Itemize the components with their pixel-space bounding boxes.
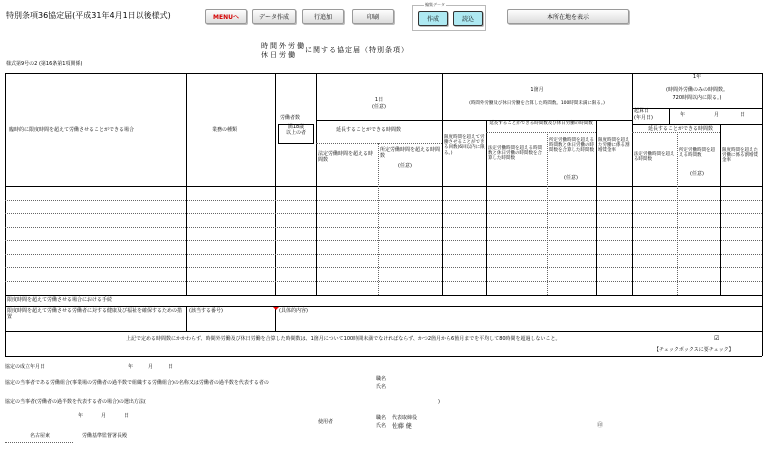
year-header: 1年 — [692, 74, 702, 80]
submit-month: 月 — [101, 413, 107, 419]
sub-line — [486, 132, 596, 133]
title-overtime: 時間外労働 — [261, 42, 306, 50]
year-start: 起算日 — [634, 108, 650, 114]
day-exceed-legal: 法定労働時間を超える時間数 — [318, 151, 374, 163]
edit-data-group-label: 編集データ — [425, 2, 445, 7]
row-line — [5, 267, 762, 268]
day-extendable: 延長することができる時間数 — [336, 127, 402, 133]
submit-year: 年 — [78, 413, 84, 419]
data-create-button[interactable]: データ作成 — [252, 9, 296, 24]
day-header: 1日 — [374, 97, 384, 103]
health-label: 限度時間を超えて労働させる労働者に対する健康及び福祉を確保するための措置 — [7, 308, 183, 320]
show-location-button[interactable]: 本所在地を表示 — [507, 9, 629, 24]
month-optional: (任意) — [564, 175, 578, 181]
col-reason-header: 臨時的に限度時間を超えて労働させることができる場合 — [9, 127, 135, 133]
health-bottom-border — [5, 331, 762, 332]
table-left-border — [5, 73, 6, 356]
submit-day: 日 — [124, 413, 130, 419]
year-optional: (任意) — [690, 171, 704, 177]
row-line — [5, 213, 762, 214]
sub-line — [632, 124, 762, 125]
month-count: 限度時間を超えて労働させることができる回数(6回以内に限る。) — [444, 135, 485, 156]
office-head: 労働基準監督署長殿 — [82, 433, 128, 439]
workers-sub1: 満18歳 — [287, 124, 305, 130]
agreement-date-label: 協定の成立年月日 — [5, 364, 46, 370]
checkbox-hint: 【チェックボックスに要チェック】 — [654, 347, 734, 353]
sub-divider — [720, 124, 721, 295]
year-start-year[interactable]: 年 — [680, 112, 686, 118]
union-line: 協定の当事者である労働組合(事業場の労働者の過半数で組織する労働組合)の名称又は労働者の過半数を代表する者の — [5, 380, 269, 386]
title-main: に関する協定届（特別条項） — [305, 46, 409, 54]
col-divider — [186, 73, 187, 295]
year-start-day[interactable]: 日 — [740, 112, 746, 118]
col-divider — [632, 73, 633, 295]
sub-divider — [486, 120, 487, 295]
sub-divider — [596, 120, 597, 295]
employer-name-label: 氏名 — [376, 423, 387, 429]
table-top-border — [5, 73, 762, 74]
form-number: 様式第9号の2 (第16条第1項関係) — [6, 61, 83, 67]
day-exceed-fixed: 所定労働時間を超える時間数 — [380, 147, 441, 159]
body-bottom-border — [5, 295, 762, 296]
row-line — [5, 281, 762, 282]
employer-name: 佐藤 健 — [392, 423, 412, 430]
month-fixed-sum: 所定労働時間を超える時間数と休日労働の時間数を合算した時間数 — [549, 138, 594, 154]
agreement-checkbox[interactable]: ☑ — [714, 335, 720, 342]
addressee-prefix: 名古屋東 — [30, 433, 51, 439]
applicable-number: (該当する番号) — [189, 308, 223, 314]
sub-divider — [378, 143, 379, 295]
col-work-type-header: 業務の種類 — [212, 127, 238, 133]
agreement-year: 年 — [128, 364, 134, 370]
add-row-button[interactable]: 行追加 — [302, 9, 344, 24]
year-start-month[interactable]: 月 — [714, 112, 720, 118]
col-divider — [442, 73, 443, 295]
employer-title: 代表取締役 — [392, 415, 418, 421]
rep-selection-label: 協定の当事者(労働者の過半数を代表する者の場合)の選出方法( — [5, 399, 146, 405]
create-button[interactable]: 作成 — [418, 11, 448, 26]
year-note1: (時間外労働のみの時間数。 — [666, 87, 728, 93]
month-note: (時間外労働及び休日労働を合算した時間数。100時間未満に限る。) — [469, 101, 605, 106]
row-line — [5, 254, 762, 255]
specific-content: (具体的内容) — [279, 308, 308, 314]
table-bottom-border — [5, 356, 762, 357]
header-bottom-border — [5, 186, 762, 187]
union-name-label: 氏名 — [376, 384, 387, 390]
sheet-title: 特別条項36協定届(平成31年4月1日以後様式) — [6, 11, 171, 20]
menu-button[interactable]: MENUへ — [205, 9, 247, 24]
year-wage-rate: 限度時間を超えた労働に係る割増賃金率 — [722, 148, 758, 164]
rep-selection-close: ) — [438, 399, 440, 405]
employer-title-label: 職名 — [376, 415, 387, 421]
print-button[interactable]: 印刷 — [352, 9, 394, 24]
seal-mark: ㊞ — [597, 422, 604, 429]
row-line — [5, 227, 762, 228]
day-optional: (任意) — [398, 163, 412, 169]
addressee-underline — [5, 442, 73, 443]
col-workers-header: 労働者数 — [280, 115, 301, 121]
checkbox-statement: 上記で定める時間数にかかわらず、時間外労働及び休日労働を合算した時間数は、1箇月について100時間未満でなければならず、かつ2箇月から6箇月までを平均して80時間を超過しないこと。 — [126, 336, 561, 342]
month-header: 1箇月 — [530, 87, 544, 93]
row-line — [5, 200, 762, 201]
employer-label: 使用者 — [318, 419, 334, 425]
day-note: (任意) — [372, 104, 386, 110]
sub-line — [632, 108, 762, 109]
procedure-label: 限度時間を超えて労働させる場合における手続 — [7, 297, 113, 303]
agreement-day: 日 — [168, 364, 174, 370]
table-right-border — [762, 73, 763, 356]
month-wage-rate: 限度時間を超えた労働に係る割増賃金率 — [598, 138, 630, 154]
year-exceed-fixed: 所定労働時間を超える時間数 — [679, 148, 715, 159]
month-legal-sum: 法定労働時間を超える時間数と休日労働の時間数を合算した時間数 — [488, 146, 542, 162]
row-line — [5, 240, 762, 241]
sub-line — [316, 143, 442, 144]
year-note2: 720時間以内に限る。) — [672, 95, 722, 101]
agreement-month: 月 — [148, 364, 154, 370]
workers-sub2: 以上の者 — [285, 129, 306, 136]
sub-divider — [669, 108, 670, 124]
year-extendable: 延長することができる時間数 — [648, 126, 714, 132]
read-button[interactable]: 読込 — [453, 11, 483, 26]
sub-line — [316, 120, 442, 121]
month-extendable: 延長することができる時間数及び休日労働の時間数 — [489, 121, 593, 126]
year-exceed-legal: 法定労働時間を超える時間数 — [634, 152, 675, 163]
title-holiday: 休日労働 — [261, 51, 297, 59]
union-title-label: 職名 — [376, 376, 387, 382]
health-divider — [186, 306, 187, 331]
procedure-bottom-border — [5, 306, 762, 307]
year-start-sub: (年月日) — [634, 115, 653, 121]
workers-bracket — [278, 124, 314, 144]
col-divider — [275, 73, 276, 295]
